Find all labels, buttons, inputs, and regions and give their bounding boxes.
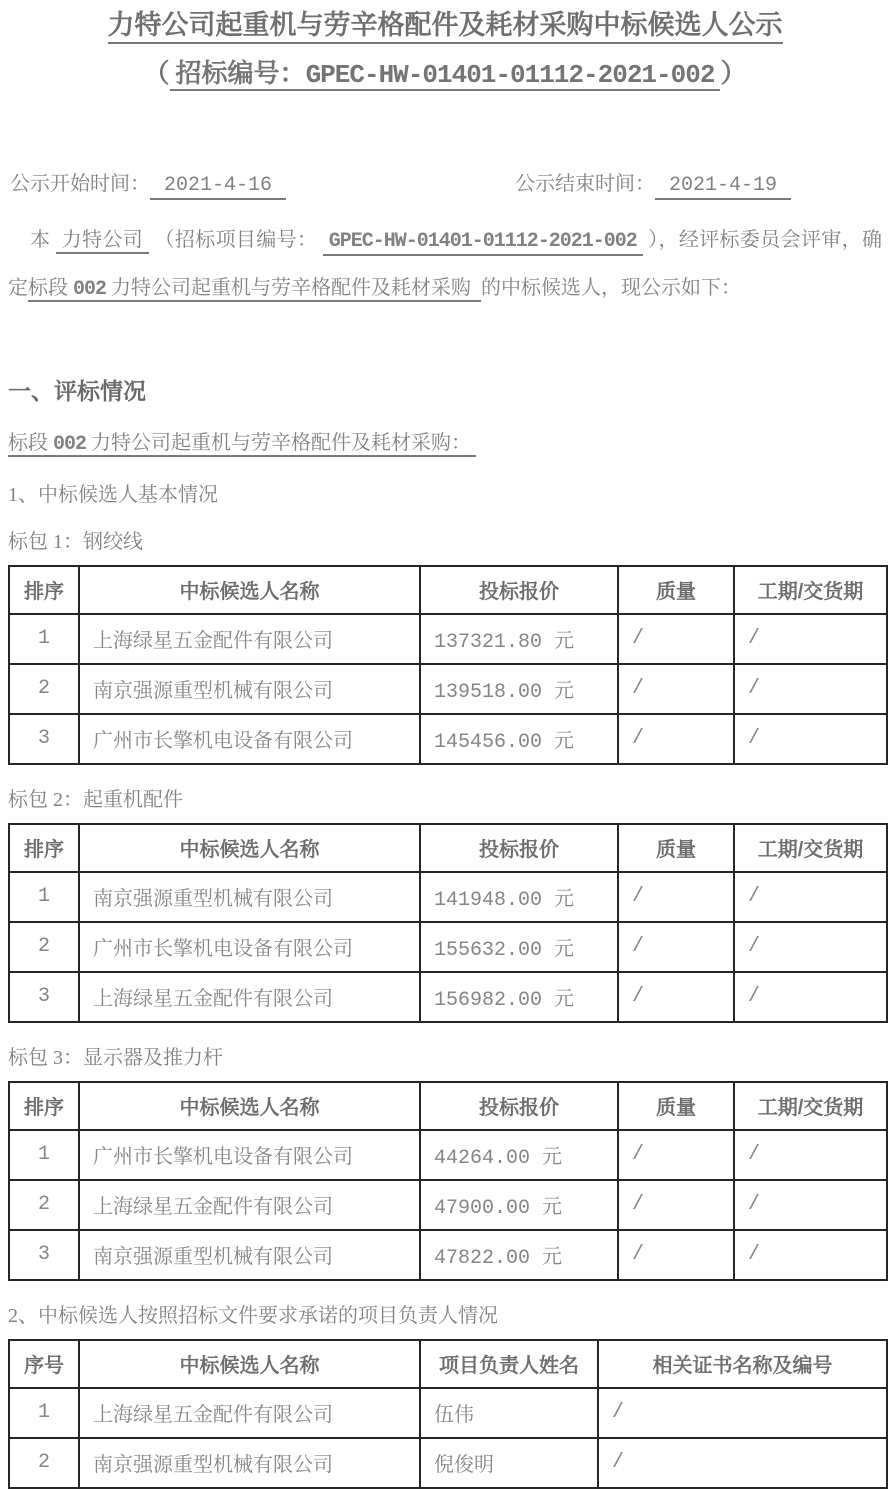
delivery-cell: / bbox=[734, 872, 887, 922]
delivery-cell: / bbox=[734, 972, 887, 1022]
bid-price-cell: 156982.00 元 bbox=[420, 972, 618, 1022]
bid-price-cell: 47822.00 元 bbox=[420, 1230, 618, 1280]
intro-mid2: ），经评标委员会评审，确定 bbox=[8, 228, 883, 299]
bid-price-cell: 145456.00 元 bbox=[420, 714, 618, 764]
intro-paragraph bbox=[8, 217, 882, 313]
intro-segment-number: 002 bbox=[73, 277, 107, 301]
publicity-start-label: 公示开始时间： bbox=[10, 172, 150, 195]
intro-mid1: （招标项目编号： bbox=[154, 228, 318, 251]
bidder-name-cell: 南京强源重型机械有限公司 bbox=[79, 1230, 420, 1280]
quality-cell: / bbox=[618, 1230, 734, 1280]
bidder-name-cell: 南京强源重型机械有限公司 bbox=[79, 872, 420, 922]
bidder-name-cell: 上海绿星五金配件有限公司 bbox=[79, 614, 420, 664]
rank-cell: 3 bbox=[9, 1230, 79, 1280]
col-header-delivery: 工期/交货期 bbox=[734, 824, 887, 872]
intro-project-code: GPEC-HW-01401-01112-2021-002 bbox=[323, 230, 643, 256]
delivery-cell: / bbox=[734, 714, 887, 764]
publicity-start-date: 2021-4-16 bbox=[150, 174, 286, 200]
col-header-bid-price: 投标报价 bbox=[420, 1082, 618, 1130]
bid-price-cell: 139518.00 元 bbox=[420, 664, 618, 714]
publicity-end-date: 2021-4-19 bbox=[655, 174, 791, 200]
table-row bbox=[9, 714, 887, 764]
table-row bbox=[9, 1388, 887, 1438]
quality-cell: / bbox=[618, 1180, 734, 1230]
section-heading: 一、评标情况 bbox=[8, 377, 146, 404]
col-header-delivery: 工期/交货期 bbox=[734, 566, 887, 614]
bid-price-cell: 44264.00 元 bbox=[420, 1130, 618, 1180]
delivery-cell: / bbox=[734, 1230, 887, 1280]
serial-cell: 2 bbox=[9, 1438, 79, 1488]
bidder-name-cell: 上海绿星五金配件有限公司 bbox=[79, 1388, 420, 1438]
manager-table bbox=[8, 1339, 888, 1489]
section-subheading-text bbox=[8, 432, 476, 457]
package-1-caption: 标包 1：钢绞线 bbox=[8, 530, 143, 553]
table-row bbox=[9, 664, 887, 714]
publicity-dates-line bbox=[8, 167, 882, 197]
quality-cell: / bbox=[618, 972, 734, 1022]
quality-cell: / bbox=[618, 922, 734, 972]
table-header-row bbox=[9, 566, 887, 614]
delivery-cell: / bbox=[734, 922, 887, 972]
bid-price-cell: 155632.00 元 bbox=[420, 922, 618, 972]
table-header-row bbox=[9, 1340, 887, 1388]
bidder-name-cell: 上海绿星五金配件有限公司 bbox=[79, 972, 420, 1022]
rank-cell: 1 bbox=[9, 614, 79, 664]
quality-cell: / bbox=[618, 1130, 734, 1180]
tender-number-label: 招标编号： bbox=[175, 58, 306, 89]
item2-title: 2、中标候选人按照招标文件要求承诺的项目负责人情况 bbox=[8, 1304, 498, 1327]
quality-cell: / bbox=[618, 872, 734, 922]
table-header-row bbox=[9, 824, 887, 872]
certificate-cell: / bbox=[598, 1388, 887, 1438]
col-header-bidder-name: 中标候选人名称 bbox=[79, 824, 420, 872]
rank-cell: 3 bbox=[9, 972, 79, 1022]
rank-cell: 2 bbox=[9, 1180, 79, 1230]
bid-price-cell: 141948.00 元 bbox=[420, 872, 618, 922]
table-row bbox=[9, 614, 887, 664]
bidder-name-cell: 广州市长擎机电设备有限公司 bbox=[79, 1130, 420, 1180]
col-header-bidder-name: 中标候选人名称 bbox=[79, 566, 420, 614]
col-header-rank: 排序 bbox=[9, 1082, 79, 1130]
table-row bbox=[9, 922, 887, 972]
col-header-rank: 排序 bbox=[9, 566, 79, 614]
delivery-cell: / bbox=[734, 1130, 887, 1180]
quality-cell: / bbox=[618, 714, 734, 764]
section-subheading bbox=[8, 428, 882, 460]
publicity-end-label: 公示结束时间： bbox=[515, 172, 655, 195]
bidder-name-cell: 南京强源重型机械有限公司 bbox=[79, 664, 420, 714]
table-row bbox=[9, 1130, 887, 1180]
col-header-serial: 序号 bbox=[9, 1340, 79, 1388]
rank-cell: 1 bbox=[9, 1130, 79, 1180]
intro-segment bbox=[28, 277, 481, 302]
col-header-delivery: 工期/交货期 bbox=[734, 1082, 887, 1130]
quality-cell: / bbox=[618, 614, 734, 664]
col-header-quality: 质量 bbox=[618, 824, 734, 872]
section-sub-prefix: 标段 bbox=[8, 431, 53, 454]
section-sub-number: 002 bbox=[53, 432, 87, 456]
page-title bbox=[8, 10, 882, 41]
bidder-name-cell: 广州市长擎机电设备有限公司 bbox=[79, 714, 420, 764]
delivery-cell: / bbox=[734, 664, 887, 714]
bidder-name-cell: 南京强源重型机械有限公司 bbox=[79, 1438, 420, 1488]
manager-name-cell: 伍伟 bbox=[420, 1388, 598, 1438]
publicity-start bbox=[10, 167, 286, 197]
page-title-text: 力特公司起重机与劳辛格配件及耗材采购中标候选人公示 bbox=[108, 10, 783, 44]
table-row bbox=[9, 1438, 887, 1488]
bid-table-2 bbox=[8, 823, 888, 1023]
intro-segment-prefix: 标段 bbox=[28, 276, 73, 299]
col-header-manager-name: 项目负责人姓名 bbox=[420, 1340, 598, 1388]
col-header-bidder-name: 中标候选人名称 bbox=[79, 1082, 420, 1130]
table-header-row bbox=[9, 1082, 887, 1130]
table-row bbox=[9, 1230, 887, 1280]
package-3-caption: 标包 3：显示器及推力杆 bbox=[8, 1046, 223, 1069]
delivery-cell: / bbox=[734, 1180, 887, 1230]
bid-table-1 bbox=[8, 565, 888, 765]
col-header-quality: 质量 bbox=[618, 566, 734, 614]
quality-cell: / bbox=[618, 664, 734, 714]
bidder-name-cell: 广州市长擎机电设备有限公司 bbox=[79, 922, 420, 972]
col-header-bid-price: 投标报价 bbox=[420, 824, 618, 872]
col-header-rank: 排序 bbox=[9, 824, 79, 872]
tender-number-open-paren: （ bbox=[143, 58, 170, 89]
rank-cell: 2 bbox=[9, 922, 79, 972]
rank-cell: 1 bbox=[9, 872, 79, 922]
serial-cell: 1 bbox=[9, 1388, 79, 1438]
tender-number-line bbox=[8, 59, 882, 91]
delivery-cell: / bbox=[734, 614, 887, 664]
package-2-caption: 标包 2：起重机配件 bbox=[8, 788, 183, 811]
intro-lead: 本 bbox=[30, 228, 51, 251]
table-row bbox=[9, 972, 887, 1022]
rank-cell: 2 bbox=[9, 664, 79, 714]
bid-table-3 bbox=[8, 1081, 888, 1281]
item1-title: 1、中标候选人基本情况 bbox=[8, 483, 218, 506]
bidder-name-cell: 上海绿星五金配件有限公司 bbox=[79, 1180, 420, 1230]
table-row bbox=[9, 872, 887, 922]
publicity-end bbox=[515, 167, 791, 197]
tender-number bbox=[170, 58, 721, 91]
certificate-cell: / bbox=[598, 1438, 887, 1488]
bid-price-cell: 47900.00 元 bbox=[420, 1180, 618, 1230]
col-header-certificate: 相关证书名称及编号 bbox=[598, 1340, 887, 1388]
bid-price-cell: 137321.80 元 bbox=[420, 614, 618, 664]
intro-company: 力特公司 bbox=[56, 229, 149, 254]
col-header-bidder-name: 中标候选人名称 bbox=[79, 1340, 420, 1388]
table-row bbox=[9, 1180, 887, 1230]
col-header-bid-price: 投标报价 bbox=[420, 566, 618, 614]
manager-name-cell: 倪俊明 bbox=[420, 1438, 598, 1488]
rank-cell: 3 bbox=[9, 714, 79, 764]
section-sub-name: 力特公司起重机与劳辛格配件及耗材采购： bbox=[86, 431, 472, 454]
tender-number-code: GPEC-HW-01401-01112-2021-002 bbox=[305, 60, 715, 91]
col-header-quality: 质量 bbox=[618, 1082, 734, 1130]
intro-tail: 的中标候选人，现公示如下： bbox=[481, 276, 742, 299]
tender-number-close-paren: ） bbox=[720, 58, 747, 89]
intro-segment-name: 力特公司起重机与劳辛格配件及耗材采购 bbox=[106, 276, 472, 299]
